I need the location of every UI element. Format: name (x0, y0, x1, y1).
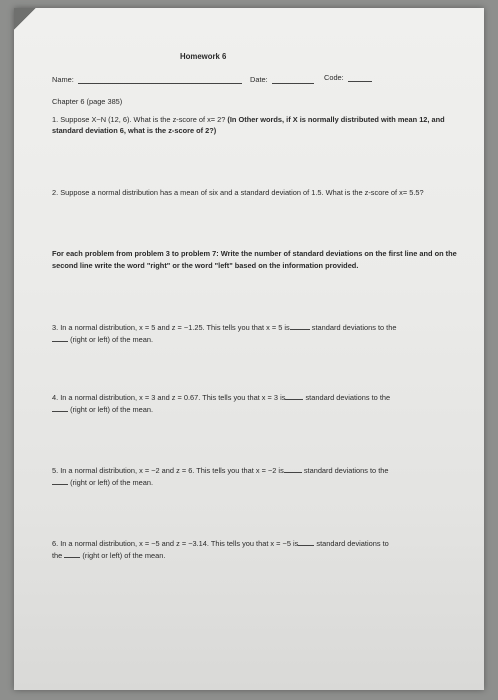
question-1-text: 1. Suppose X~N (12, 6). What is the z-score of x= 2? (52, 115, 226, 124)
instructions: For each problem from problem 3 to problem 7: Write the number of standard deviations on the first line and on the second line write the word "right" or the word "left" based on the information provided. (52, 249, 457, 270)
problem-5-line-2 (52, 478, 153, 489)
question-1 (52, 115, 462, 136)
problem-5-blank-direction[interactable] (52, 484, 68, 485)
problem-3 (52, 323, 396, 334)
problem-5-text: 5. In a normal distribution, x = −2 and z = 6. This tells you that x = −2 is (52, 466, 284, 475)
question-1-clarification: (In Other words, if X is normally distributed with mean 12, and standard deviation 6, what is the z-score of 2?) (52, 115, 445, 135)
problem-3-blank-sd[interactable] (290, 329, 310, 330)
problem-5 (52, 466, 388, 477)
problem-3-text: 3. In a normal distribution, x = 5 and z = −1.25. This tells you that x = 5 is (52, 323, 290, 332)
problem-3-line-2 (52, 335, 153, 346)
problem-5-tail: standard deviations to the (303, 466, 389, 475)
problem-6-blank-direction[interactable] (64, 557, 80, 558)
problem-6-prefix: the (52, 551, 63, 560)
problem-6-line-2 (52, 551, 165, 562)
worksheet-page (14, 8, 484, 690)
problem-4 (52, 393, 390, 404)
problem-5-suffix: (right or left) of the mean. (70, 478, 154, 487)
problem-6-suffix: (right or left) of the mean. (82, 551, 166, 560)
problem-3-blank-direction[interactable] (52, 341, 68, 342)
code-blank[interactable] (348, 81, 372, 82)
question-2: 2. Suppose a normal distribution has a mean of six and a standard deviation of 1.5. What is the z-score of x= 5.5? (52, 188, 424, 197)
page-corner-fold (14, 8, 36, 30)
page-title: Homework 6 (180, 52, 227, 61)
problem-6-blank-sd[interactable] (298, 545, 314, 546)
chapter-label: Chapter 6 (page 385) (52, 97, 123, 106)
problem-5-blank-sd[interactable] (284, 472, 302, 473)
problem-3-tail: standard deviations to the (311, 323, 397, 332)
problem-4-tail: standard deviations to the (305, 393, 391, 402)
problem-6 (52, 539, 389, 550)
problem-3-suffix: (right or left) of the mean. (70, 335, 154, 344)
problem-4-text: 4. In a normal distribution, x = 3 and z = 0.67. This tells you that x = 3 is (52, 393, 286, 402)
date-blank[interactable] (272, 83, 314, 84)
name-label: Name: (52, 75, 74, 84)
name-blank[interactable] (78, 83, 242, 84)
problem-4-blank-direction[interactable] (52, 411, 68, 412)
problem-4-blank-sd[interactable] (285, 399, 303, 400)
problem-4-suffix: (right or left) of the mean. (70, 405, 154, 414)
problem-6-tail: standard deviations to (316, 539, 389, 548)
date-label: Date: (250, 75, 268, 84)
problem-6-text: 6. In a normal distribution, x = −5 and z = −3.14. This tells you that x = −5 is (52, 539, 299, 548)
code-label: Code: (324, 73, 344, 82)
problem-4-line-2 (52, 405, 153, 416)
